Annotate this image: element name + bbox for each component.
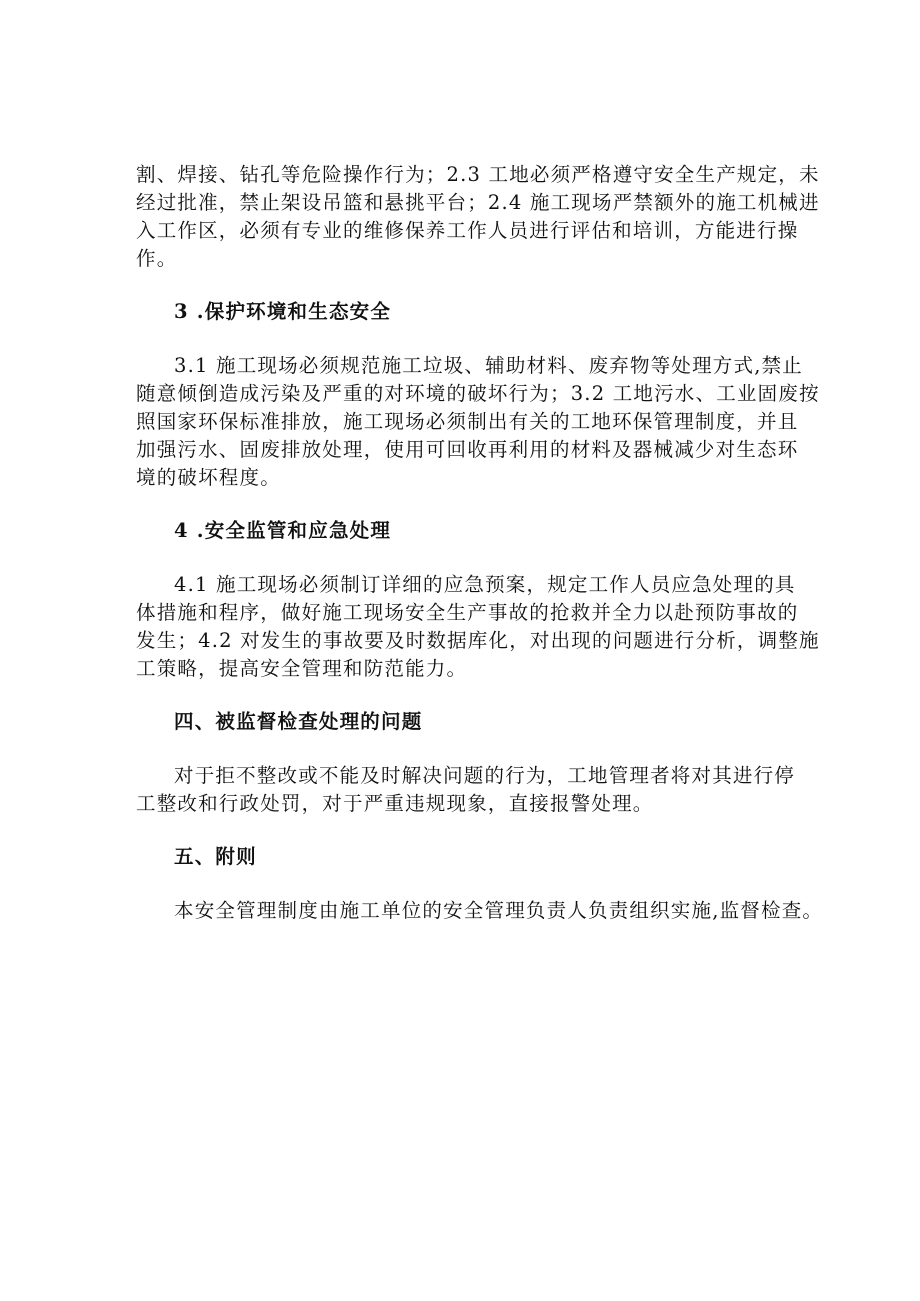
paragraph-line: 工整改和行政处罚，对于严重违规现象，直接报警处理。 xyxy=(136,792,654,815)
paragraph-line: 照国家环保标准排放，施工现场必须制出有关的工地环保管理制度，并且 xyxy=(136,410,799,433)
paragraph-line: 本安全管理制度由施工单位的安全管理负责人负责组织实施,监督检查。 xyxy=(174,899,824,922)
section-heading-five: 五、附则 xyxy=(174,845,257,868)
paragraph-line: 作。 xyxy=(136,247,178,270)
paragraph-line: 随意倾倒造成污染及严重的对环境的破坏行为；3.2 工地污水、工业固废按 xyxy=(136,382,820,405)
paragraph-line: 3.1 施工现场必须规范施工垃圾、辅助材料、废弃物等处理方式,禁止 xyxy=(174,354,804,377)
paragraph-line: 4.1 施工现场必须制订详细的应急预案，规定工作人员应急处理的具 xyxy=(174,573,796,596)
section-heading-four: 四、被监督检查处理的问题 xyxy=(174,710,423,733)
paragraph-line: 加强污水、固废排放处理，使用可回收再利用的材料及器械减少对生态环 xyxy=(136,438,799,461)
paragraph-line: 割、焊接、钻孔等危险操作行为；2.3 工地必须严格遵守安全生产规定，未 xyxy=(136,163,820,186)
paragraph-line: 入工作区，必须有专业的维修保养工作人员进行评估和培训，方能进行操 xyxy=(136,219,799,242)
section-heading-4: 4 .安全监管和应急处理 xyxy=(174,519,392,542)
paragraph-line: 工策略，提高安全管理和防范能力。 xyxy=(136,657,468,680)
section-heading-3: 3 .保护环境和生态安全 xyxy=(174,300,392,323)
paragraph-line: 经过批准，禁止架设吊篮和悬挑平台；2.4 施工现场严禁额外的施工机械进 xyxy=(136,191,820,214)
paragraph-line: 对于拒不整改或不能及时解决问题的行为，工地管理者将对其进行停 xyxy=(174,764,796,787)
paragraph-line: 境的破坏程度。 xyxy=(136,466,281,489)
paragraph-line: 体措施和程序，做好施工现场安全生产事故的抢救并全力以赴预防事故的 xyxy=(136,601,799,624)
paragraph-line: 发生；4.2 对发生的事故要及时数据库化，对出现的问题进行分析，调整施 xyxy=(136,629,820,652)
